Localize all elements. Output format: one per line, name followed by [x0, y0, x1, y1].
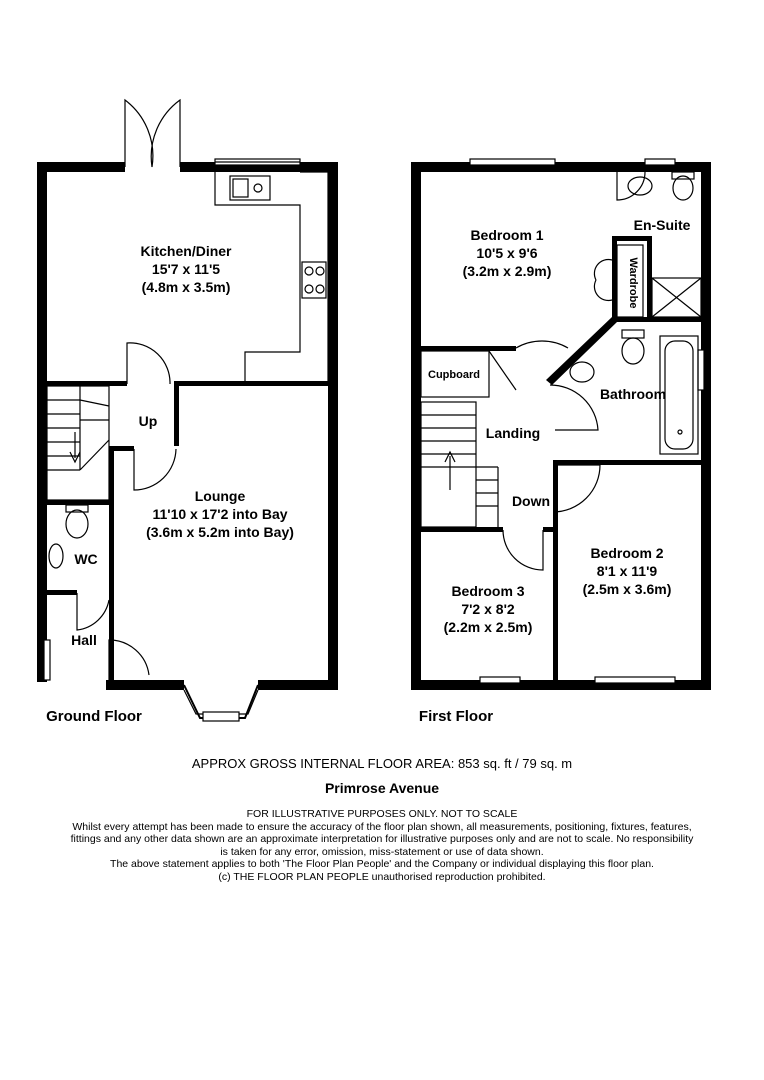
ff-bed2-window [595, 677, 675, 683]
ff-bed3-window [480, 677, 520, 683]
hob-ring-icon [305, 267, 313, 275]
gf-sink-bowl [233, 179, 248, 197]
hall-label: Hall [71, 632, 97, 648]
wardrobe-label: Wardrobe [627, 257, 639, 309]
gf-bay-window-inner [184, 690, 258, 714]
ff-wardrobe-wall [647, 241, 652, 322]
ff-ensuite-door [617, 172, 645, 200]
wc-label: WC [74, 551, 98, 567]
ff-bedroom3-door [503, 530, 543, 570]
gf-wc-wall-top [47, 500, 109, 505]
ground-floor-title: Ground Floor [46, 708, 142, 725]
bathroom-label: Bathroom [599, 386, 667, 402]
gf-hall-window [44, 640, 50, 680]
gf-bottom-wall-left [106, 680, 184, 690]
ff-wardrobe-door-2 [594, 280, 612, 300]
gf-right-wall [328, 162, 338, 690]
ff-ensuite-wall-left [612, 236, 617, 322]
ff-bedroom3-wall-top [421, 527, 503, 532]
ff-ensuite-window [645, 159, 675, 165]
kitchen-name: Kitchen/Diner [140, 243, 232, 259]
ff-wardrobe-door-1 [594, 260, 612, 280]
bedroom3-dim-imperial: 7'2 x 8'2 [461, 601, 515, 617]
hob-ring-icon [316, 267, 324, 275]
gf-wc-wall-bottom [47, 590, 77, 595]
ff-bathroom-diag-wall [546, 317, 617, 385]
bedroom2-dim-metric: (2.5m x 3.6m) [582, 581, 672, 597]
ff-bedroom2-wall-top [553, 460, 701, 465]
ff-ensuite-toilet-icon [673, 176, 693, 200]
gf-french-door-left [125, 100, 153, 167]
ff-bath-toilet-icon [622, 338, 644, 364]
lounge-dim-imperial: 11'10 x 17'2 into Bay [152, 506, 288, 522]
gf-left-wall [37, 162, 47, 682]
bedroom2-name: Bedroom 2 [590, 545, 664, 561]
ff-ensuite-basin-icon [628, 177, 652, 195]
ff-bedroom2-door [553, 465, 600, 512]
room-labels [46, 217, 691, 725]
bedroom1-dim-imperial: 10'5 x 9'6 [476, 245, 538, 261]
lounge-dim-metric: (3.6m x 5.2m into Bay) [146, 524, 294, 540]
disclaimer-line: Whilst every attempt has been made to ensure the accuracy of the floor plan shown, all measurements, positioning, fixtures, features, [72, 820, 692, 833]
gf-front-door [109, 640, 149, 680]
gf-french-door-right [151, 100, 180, 167]
ff-bath-basin-icon [570, 362, 594, 382]
disclaimer-line: is taken for any error, omission, miss-statement or use of data shown. [220, 845, 544, 858]
ff-bath-inner [665, 341, 693, 449]
ff-bathroom-wall-top [612, 317, 701, 322]
first-floor-plan [411, 162, 711, 690]
gf-kitchen-wall-left [47, 381, 127, 386]
gf-toilet-cistern [66, 505, 88, 512]
bedroom1-name: Bedroom 1 [470, 227, 544, 243]
gf-bottom-wall-right [258, 680, 338, 690]
gf-worktop [215, 172, 300, 381]
ground-floor-fittings [44, 100, 328, 721]
gf-sink-drain [254, 184, 262, 192]
floor-area-text: APPROX GROSS INTERNAL FLOOR AREA: 853 sq. ft / 79 sq. m [191, 756, 573, 771]
ff-bedroom3-wall-top-right [543, 527, 553, 532]
landing-label: Landing [485, 425, 541, 441]
lounge-name: Lounge [194, 488, 246, 504]
disclaimer-line: (c) THE FLOOR PLAN PEOPLE unauthorised reproduction prohibited. [218, 870, 546, 883]
gf-lounge-door [134, 449, 176, 490]
gf-stairs-label: Up [138, 413, 158, 429]
ground-floor-plan [37, 162, 338, 690]
property-name: Primrose Avenue [324, 780, 440, 796]
disclaimer-line: FOR ILLUSTRATIVE PURPOSES ONLY. NOT TO SCALE [246, 808, 518, 820]
ff-bathroom-window [698, 350, 704, 390]
gf-sink [230, 176, 270, 200]
bedroom1-dim-metric: (3.2m x 2.9m) [462, 263, 552, 279]
gf-kitchen-door [127, 343, 170, 384]
gf-worktop-edge [300, 172, 328, 381]
ff-bath-cistern [622, 330, 644, 338]
bedroom3-name: Bedroom 3 [451, 583, 525, 599]
kitchen-dim-metric: (4.8m x 3.5m) [141, 279, 231, 295]
gf-top-wall-left [37, 162, 125, 172]
cupboard-label: Cupboard [428, 369, 480, 381]
gf-hall-wall-top [109, 446, 134, 451]
ff-stairs [421, 402, 498, 527]
bedroom3-dim-metric: (2.2m x 2.5m) [443, 619, 533, 635]
gf-kitchen-wall-right [174, 381, 328, 386]
ff-bedroom2-wall-left [553, 460, 558, 680]
ff-bath-plug [678, 430, 682, 434]
disclaimer-block [40, 808, 724, 883]
ff-landing-wall [421, 346, 516, 351]
gf-hall-wall [109, 446, 114, 682]
gf-stairs [47, 386, 109, 500]
ff-bed1-window [470, 159, 555, 165]
ff-left-wall [411, 162, 421, 690]
ff-bedroom1-door [516, 341, 568, 348]
ff-right-wall [701, 162, 711, 690]
gf-lounge-wall-top [174, 386, 179, 446]
kitchen-dim-imperial: 15'7 x 11'5 [151, 261, 221, 277]
gf-wc-door [77, 593, 109, 630]
first-floor-title: First Floor [418, 708, 494, 725]
bedroom2-dim-imperial: 8'1 x 11'9 [596, 563, 658, 579]
hob-ring-icon [305, 285, 313, 293]
ff-cupboard-door [489, 351, 516, 390]
hob-ring-icon [316, 285, 324, 293]
disclaimer-line: The above statement applies to both 'The Floor Plan People' and the Company or individual displaying this floor plan. [110, 858, 654, 870]
disclaimer-line: fittings and any other data shown are an approximate interpretation for illustrative purposes only and are not to scale. No responsibility [70, 833, 694, 845]
gf-toilet-icon [66, 510, 88, 538]
ff-stairs-label: Down [511, 493, 551, 509]
ff-bathroom-door [550, 385, 598, 430]
ff-ensuite-wall-top [612, 236, 652, 241]
gf-bay-pane [203, 712, 239, 721]
gf-basin-icon [49, 544, 63, 568]
ensuite-label: En-Suite [633, 217, 691, 233]
